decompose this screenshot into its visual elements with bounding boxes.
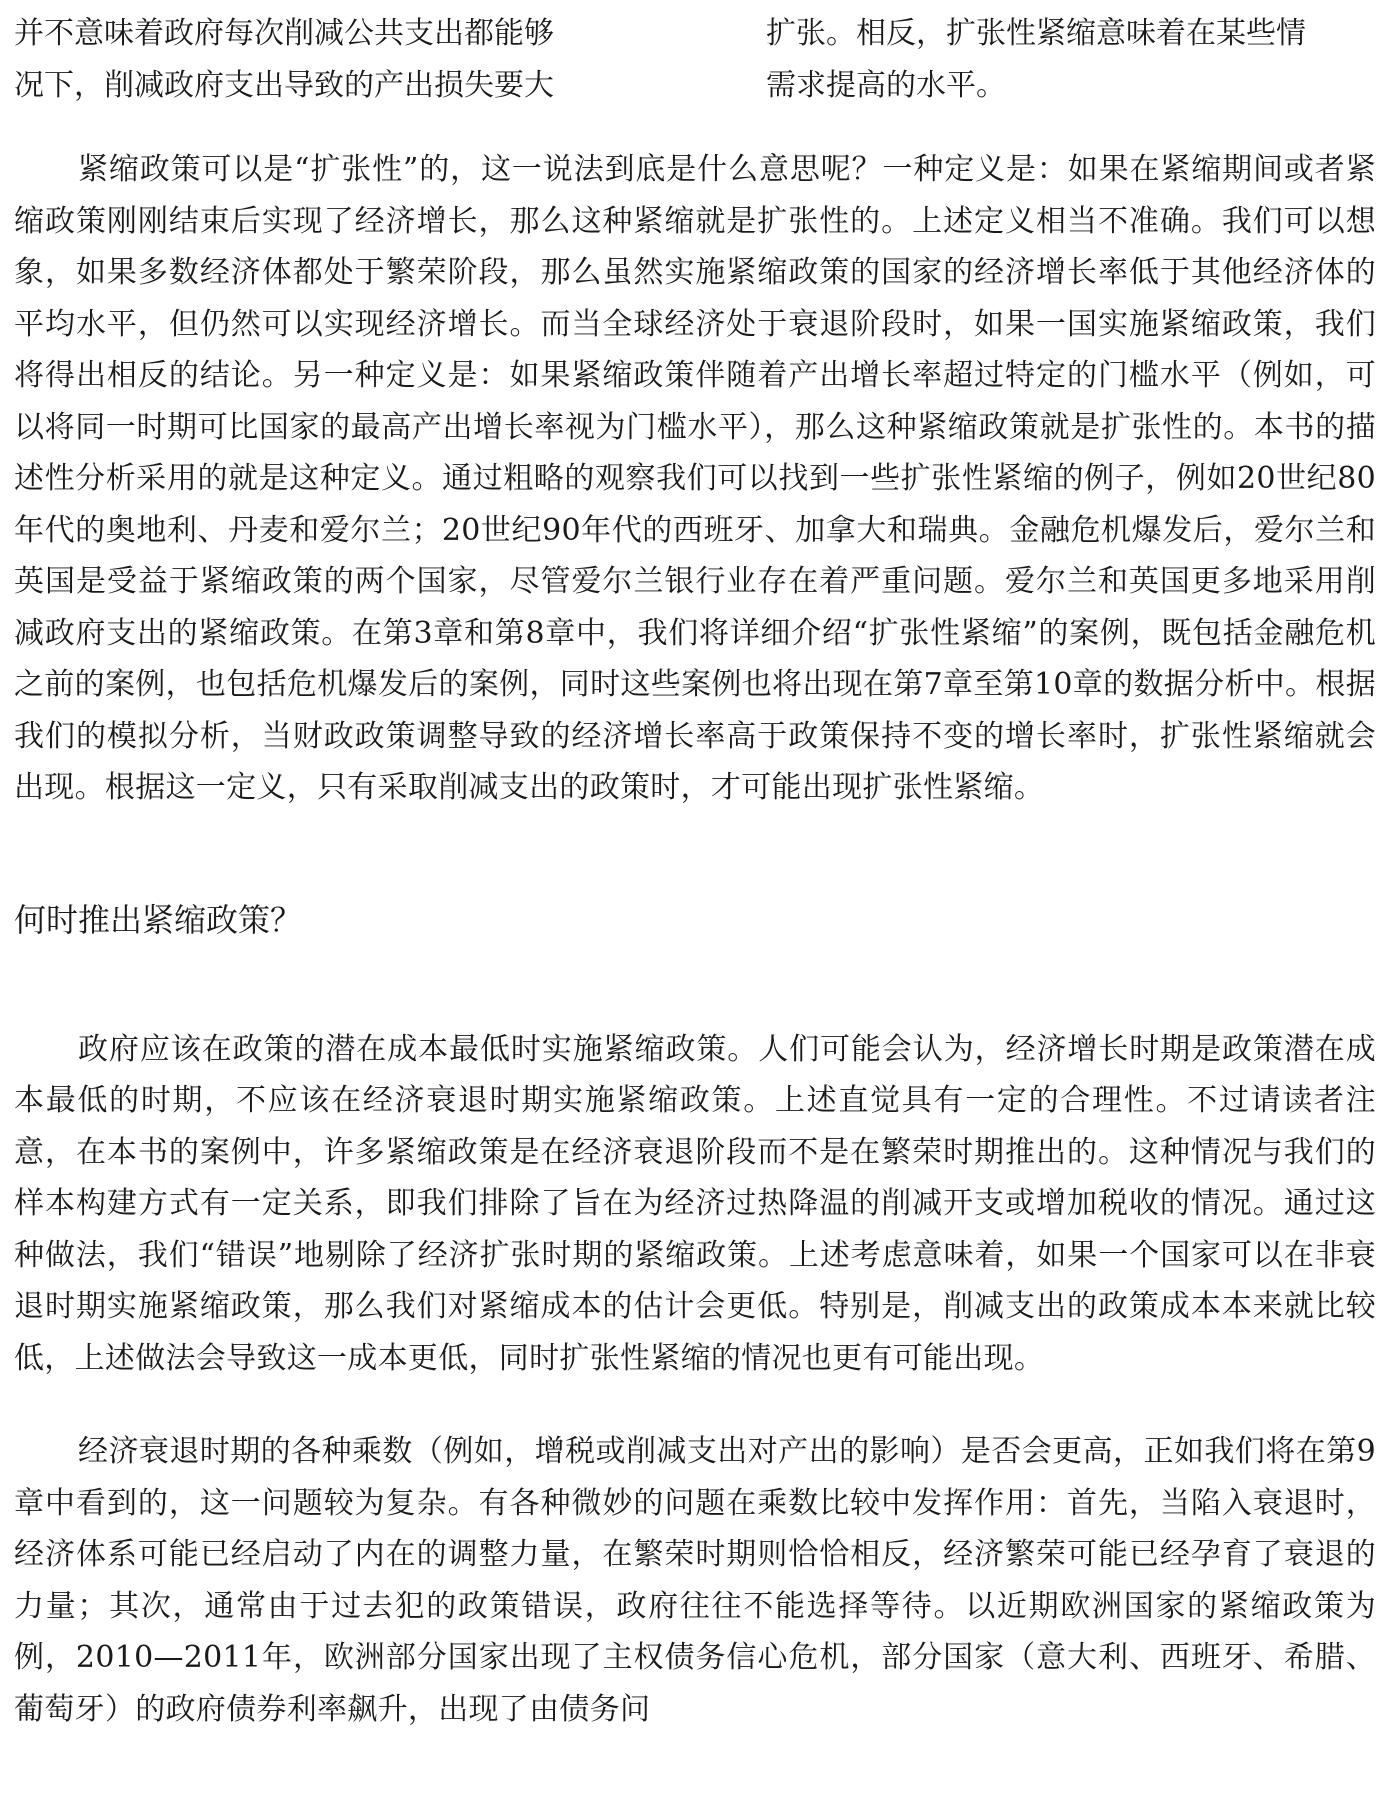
section-heading: 何时推出紧缩政策？ (14, 900, 303, 939)
paragraph-timing: 政府应该在政策的潜在成本最低时实施紧缩政策。人们可能会认为，经济增长时期是政策潜在成本最低的时期，不应该在经济衰退时期实施紧缩政策。上述直觉具有一定的合理性。不过请读者注意，在本书的案例中，许多紧缩政策是在经济衰退阶段而不是在繁荣时期推出的。这种情况与我们的样本构建方式有一定关系，即我们排除了旨在为经济过热降温的削减开支或增加税收的情况。通过这种做法，我们“错误”地剔除了经济扩张时期的紧缩政策。上述考虑意味着，如果一个国家可以在非衰退时期实施紧缩政策，那么我们对紧缩成本的估计会更低。特别是，削减支出的政策成本本来就比较低，上述做法会导致这一成本更低，同时扩张性紧缩的情况也更有可能出现。 (14, 1031, 1376, 1376)
top-left-line: 并不意味着政府每次削减公共支出都能够 (14, 16, 554, 51)
top-right-line: 需求提高的水平。 (766, 68, 1006, 103)
top-left-column (14, 8, 554, 112)
top-left-line: 况下，削减政府支出导致的产出损失要大 (14, 68, 554, 103)
document-page (14, 0, 1376, 1735)
top-fragment (14, 0, 1376, 120)
paragraph-expansionary-austerity: 紧缩政策可以是“扩张性”的，这一说法到底是什么意思呢？一种定义是：如果在紧缩期间或者紧缩政策刚刚结束后实现了经济增长，那么这种紧缩就是扩张性的。上述定义相当不准确。我们可以想象，如果多数经济体都处于繁荣阶段，那么虽然实施紧缩政策的国家的经济增长率低于其他经济体的平均水平，但仍然可以实现经济增长。而当全球经济处于衰退阶段时，如果一国实施紧缩政策，我们将得出相反的结论。另一种定义是：如果紧缩政策伴随着产出增长率超过特定的门槛水平（例如，可以将同一时期可比国家的最高产出增长率视为门槛水平），那么这种紧缩政策就是扩张性的。本书的描述性分析采用的就是这种定义。通过粗略的观察我们可以找到一些扩张性紧缩的例子，例如20世纪80年代的奥地利、丹麦和爱尔兰；20世纪90年代的西班牙、加拿大和瑞典。金融危机爆发后，爱尔兰和英国是受益于紧缩政策的两个国家，尽管爱尔兰银行业存在着严重问题。爱尔兰和英国更多地采用削减政府支出的紧缩政策。在第3章和第8章中，我们将详细介绍“扩张性紧缩”的案例，既包括金融危机之前的案例，也包括危机爆发后的案例，同时这些案例也将出现在第7章至第10章的数据分析中。根据我们的模拟分析，当财政政策调整导致的经济增长率高于政策保持不变的增长率时，扩张性紧缩就会出现。根据这一定义，只有采取削减支出的政策时，才可能出现扩张性紧缩。 (14, 152, 1376, 805)
top-right-line: 扩张。相反，扩张性紧缩意味着在某些情 (766, 16, 1306, 51)
top-right-column (766, 8, 1306, 112)
paragraph-multipliers: 经济衰退时期的各种乘数（例如，增税或削减支出对产出的影响）是否会更高，正如我们将在第9章中看到的，这一问题较为复杂。有各种微妙的问题在乘数比较中发挥作用：首先，当陷入衰退时，经济体系可能已经启动了内在的调整力量，在繁荣时期则恰恰相反，经济繁荣可能已经孕育了衰退的力量；其次，通常由于过去犯的政策错误，政府往往不能选择等待。以近期欧洲国家的紧缩政策为例，2010—2011年，欧洲部分国家出现了主权债务信心危机，部分国家（意大利、西班牙、希腊、葡萄牙）的政府债券利率飙升，出现了由债务问 (14, 1434, 1376, 1727)
